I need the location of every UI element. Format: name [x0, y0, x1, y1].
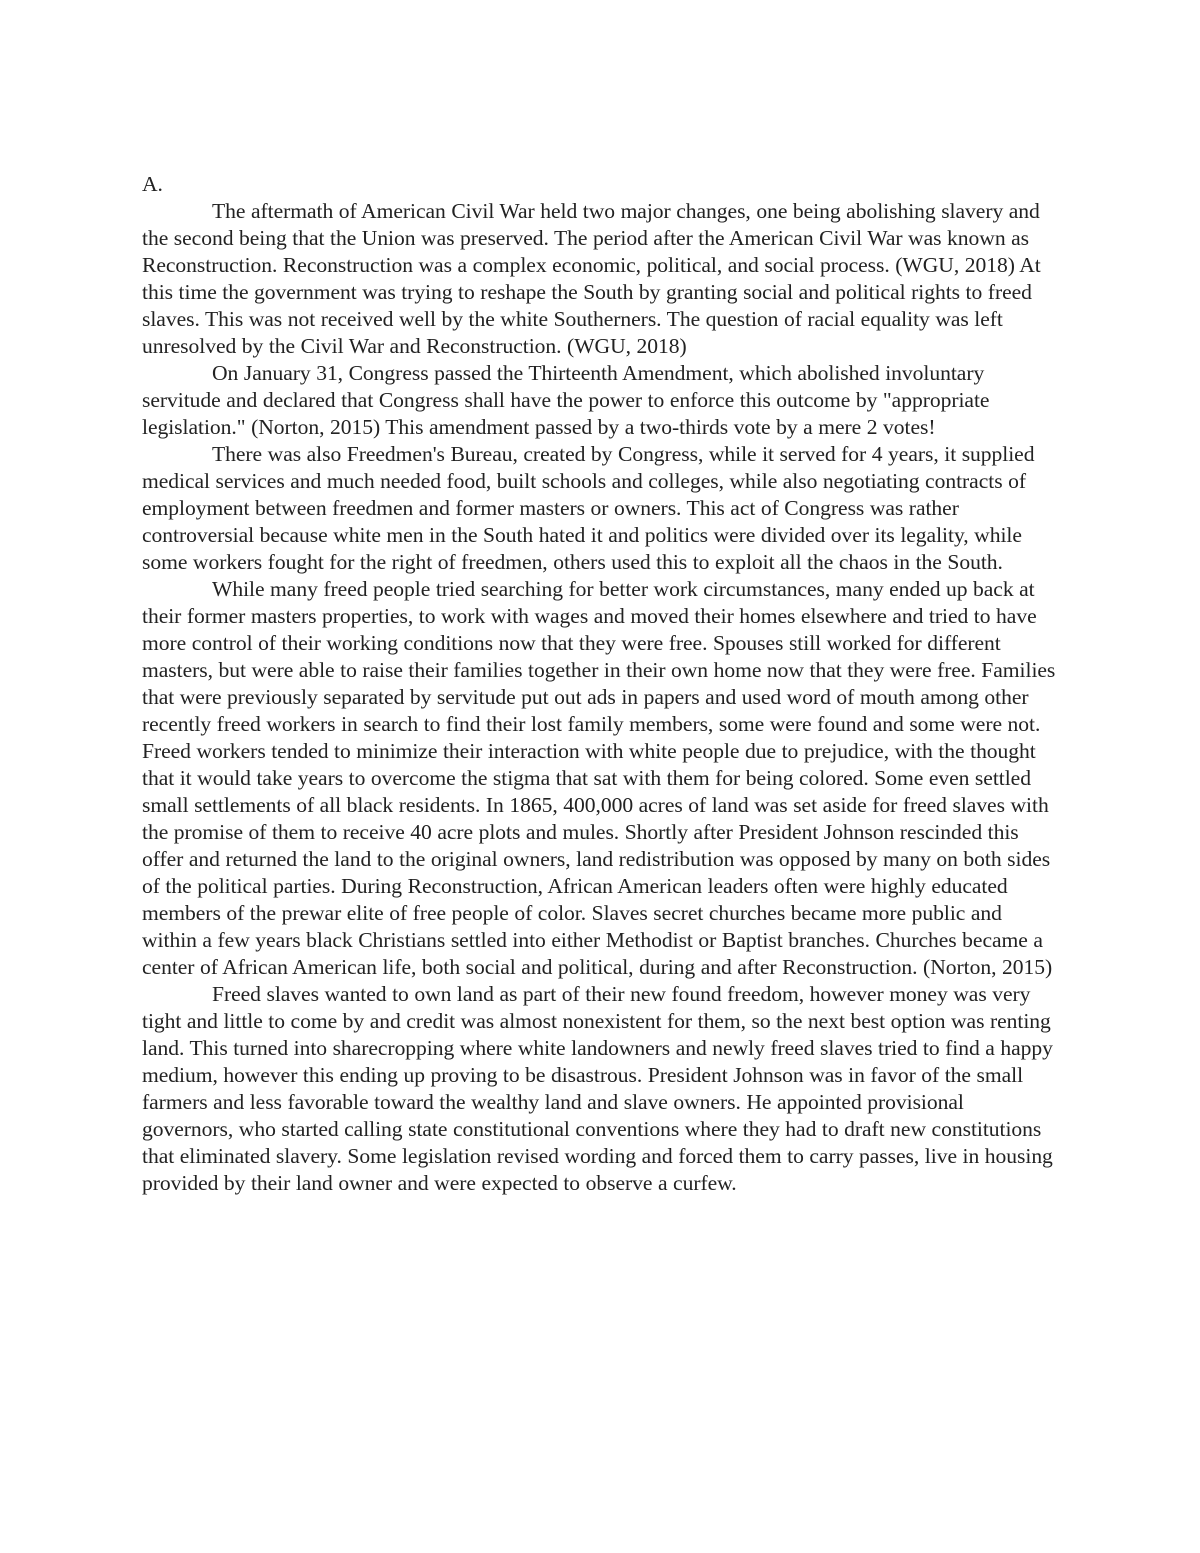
- paragraph-land-and-sharecropping: Freed slaves wanted to own land as part of their new found freedom, however money was very tight and little to come by and credit was almost nonexistent for them, so the next best option was renting land. This turned into sharecropping where white landowners and newly freed slaves tried to find a happy medium, however this ending up proving to be disastrous. President Johnson was in favor of the small farmers and less favorable toward the wealthy land and slave owners. He appointed provisional governors, who started calling state constitutional conventions where they had to draft new constitutions that eliminated slavery. Some legislation revised wording and forced them to carry passes, live in housing provided by their land owner and were expected to observe a curfew.: [142, 982, 1053, 1195]
- paragraph-freedmens-bureau: There was also Freedmen's Bureau, created by Congress, while it served for 4 years, it supplied medical services and much needed food, built schools and colleges, while also negotiating contracts of employment between freedmen and former masters or owners. This act of Congress was rather controversial because white men in the South hated it and politics were divided over its legality, while some workers fought for the right of freedmen, others used this to exploit all the chaos in the South.: [142, 442, 1035, 574]
- paragraph-thirteenth-amendment: On January 31, Congress passed the Thirteenth Amendment, which abolished involuntary servitude and declared that Congress shall have the power to enforce this outcome by "appropriate legislation." (Norton, 2015) This amendment passed by a two-thirds vote by a mere 2 votes!: [142, 361, 990, 439]
- document-body: [142, 171, 1060, 1197]
- paragraph-aftermath: The aftermath of American Civil War held two major changes, one being abolishing slavery and the second being that the Union was preserved. The period after the American Civil War was known as Reconstruction. Reconstruction was a complex economic, political, and social process. (WGU, 2018) At this time the government was trying to reshape the South by granting social and political rights to freed slaves. This was not received well by the white Southerners. The question of racial equality was left unresolved by the Civil War and Reconstruction. (WGU, 2018): [142, 199, 1041, 358]
- paragraph-freed-people-life: While many freed people tried searching for better work circumstances, many ended up back at their former masters properties, to work with wages and moved their homes elsewhere and tried to have more control of their working conditions now that they were free. Spouses still worked for different masters, but were able to raise their families together in their own home now that they were free. Families that were previously separated by servitude put out ads in papers and used word of mouth among other recently freed workers in search to find their lost family members, some were found and some were not. Freed workers tended to minimize their interaction with white people due to prejudice, with the thought that it would take years to overcome the stigma that sat with them for being colored. Some even settled small settlements of all black residents. In 1865, 400,000 acres of land was set aside for freed slaves with the promise of them to receive 40 acre plots and mules. Shortly after President Johnson rescinded this offer and returned the land to the original owners, land redistribution was opposed by many on both sides of the political parties. During Reconstruction, African American leaders often were highly educated members of the prewar elite of free people of color. Slaves secret churches became more public and within a few years black Christians settled into either Methodist or Baptist branches. Churches became a center of African American life, both social and political, during and after Reconstruction. (Norton, 2015): [142, 577, 1056, 979]
- section-label: A.: [142, 172, 163, 196]
